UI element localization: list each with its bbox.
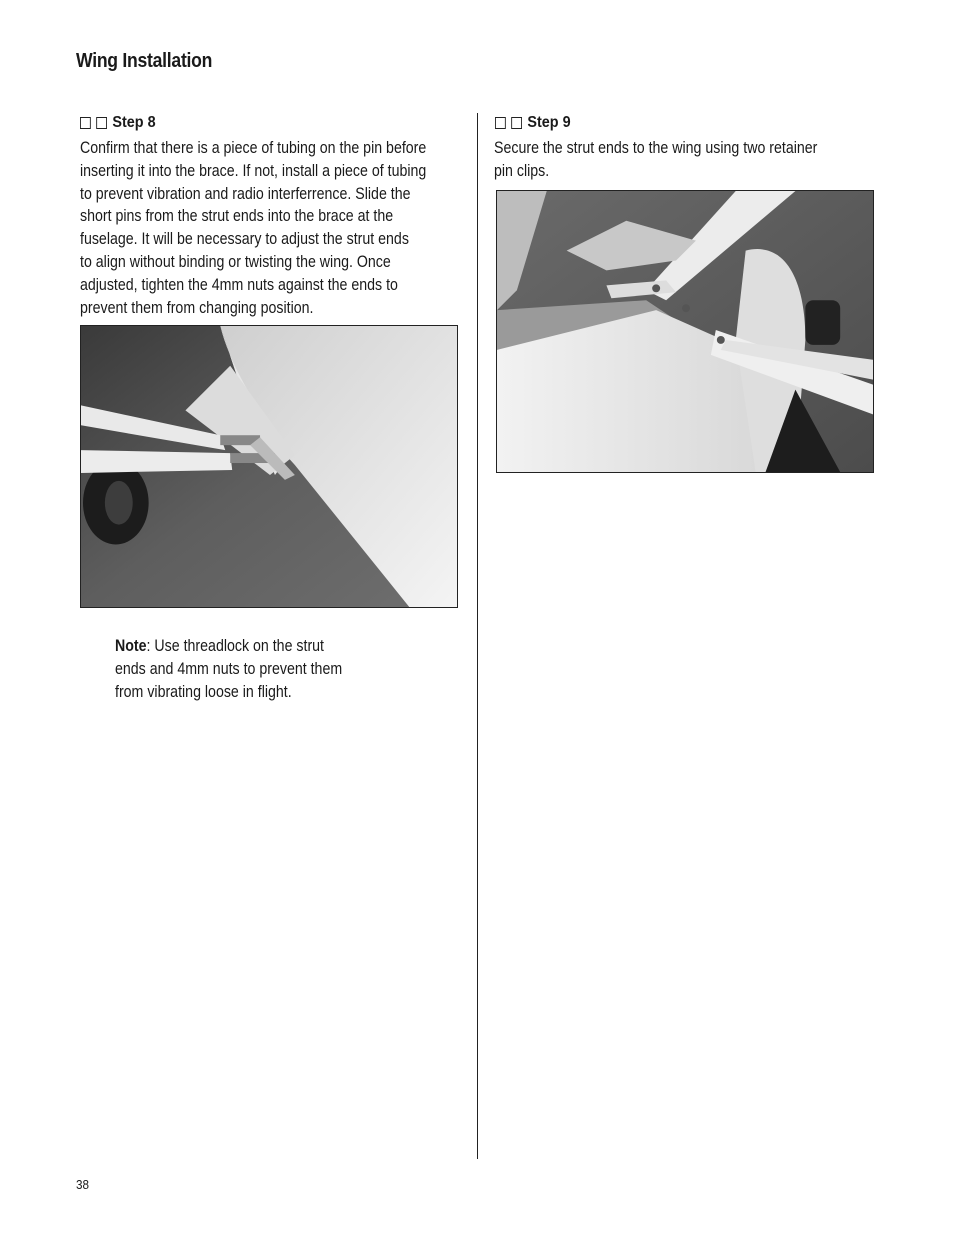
step-8-line: adjusted, tighten the 4mm nuts against the ends to	[80, 275, 398, 294]
page-number: 38	[76, 1177, 90, 1192]
step-8-line: short pins from the strut ends into the brace at the	[80, 207, 394, 226]
note-line-1-rest: : Use threadlock on the strut	[146, 637, 325, 655]
step-8-label: Step 8	[112, 114, 156, 131]
step-9-label: Step 9	[527, 114, 571, 131]
note-text	[115, 635, 342, 703]
step-9-line: pin clips.	[494, 161, 550, 180]
step-8-line: to align without binding or twisting the wing. Once	[80, 252, 391, 271]
step-9-text	[494, 137, 817, 183]
step-8-checkbox-1[interactable]	[80, 117, 91, 129]
note-line	[115, 635, 342, 658]
note-line: ends and 4mm nuts to prevent them	[115, 659, 343, 678]
column-divider	[477, 113, 478, 1159]
step-8-heading	[80, 114, 156, 132]
step-9-heading	[495, 114, 571, 132]
step-8-line: inserting it into the brace. If not, install a piece of tubing	[80, 161, 427, 180]
step-9-checkbox-1[interactable]	[495, 117, 506, 129]
step-8-line: fuselage. It will be necessary to adjust the strut ends	[80, 230, 409, 249]
step-8-line: Confirm that there is a piece of tubing on the pin before	[80, 139, 427, 157]
step-8-line: prevent them from changing position.	[80, 298, 314, 317]
note-line: from vibrating loose in flight.	[115, 682, 292, 701]
step-8-text	[80, 137, 426, 319]
section-title: Wing Installation	[76, 50, 213, 72]
step-9-checkbox-2[interactable]	[511, 117, 522, 129]
step-9-photo	[496, 190, 874, 473]
step-8-photo	[80, 325, 458, 608]
step-8-line: to prevent vibration and radio interferrence. Slide the	[80, 184, 411, 203]
note-label: Note	[115, 637, 147, 655]
step-8-checkbox-2[interactable]	[96, 117, 107, 129]
step-9-line: Secure the strut ends to the wing using two retainer	[494, 139, 818, 157]
